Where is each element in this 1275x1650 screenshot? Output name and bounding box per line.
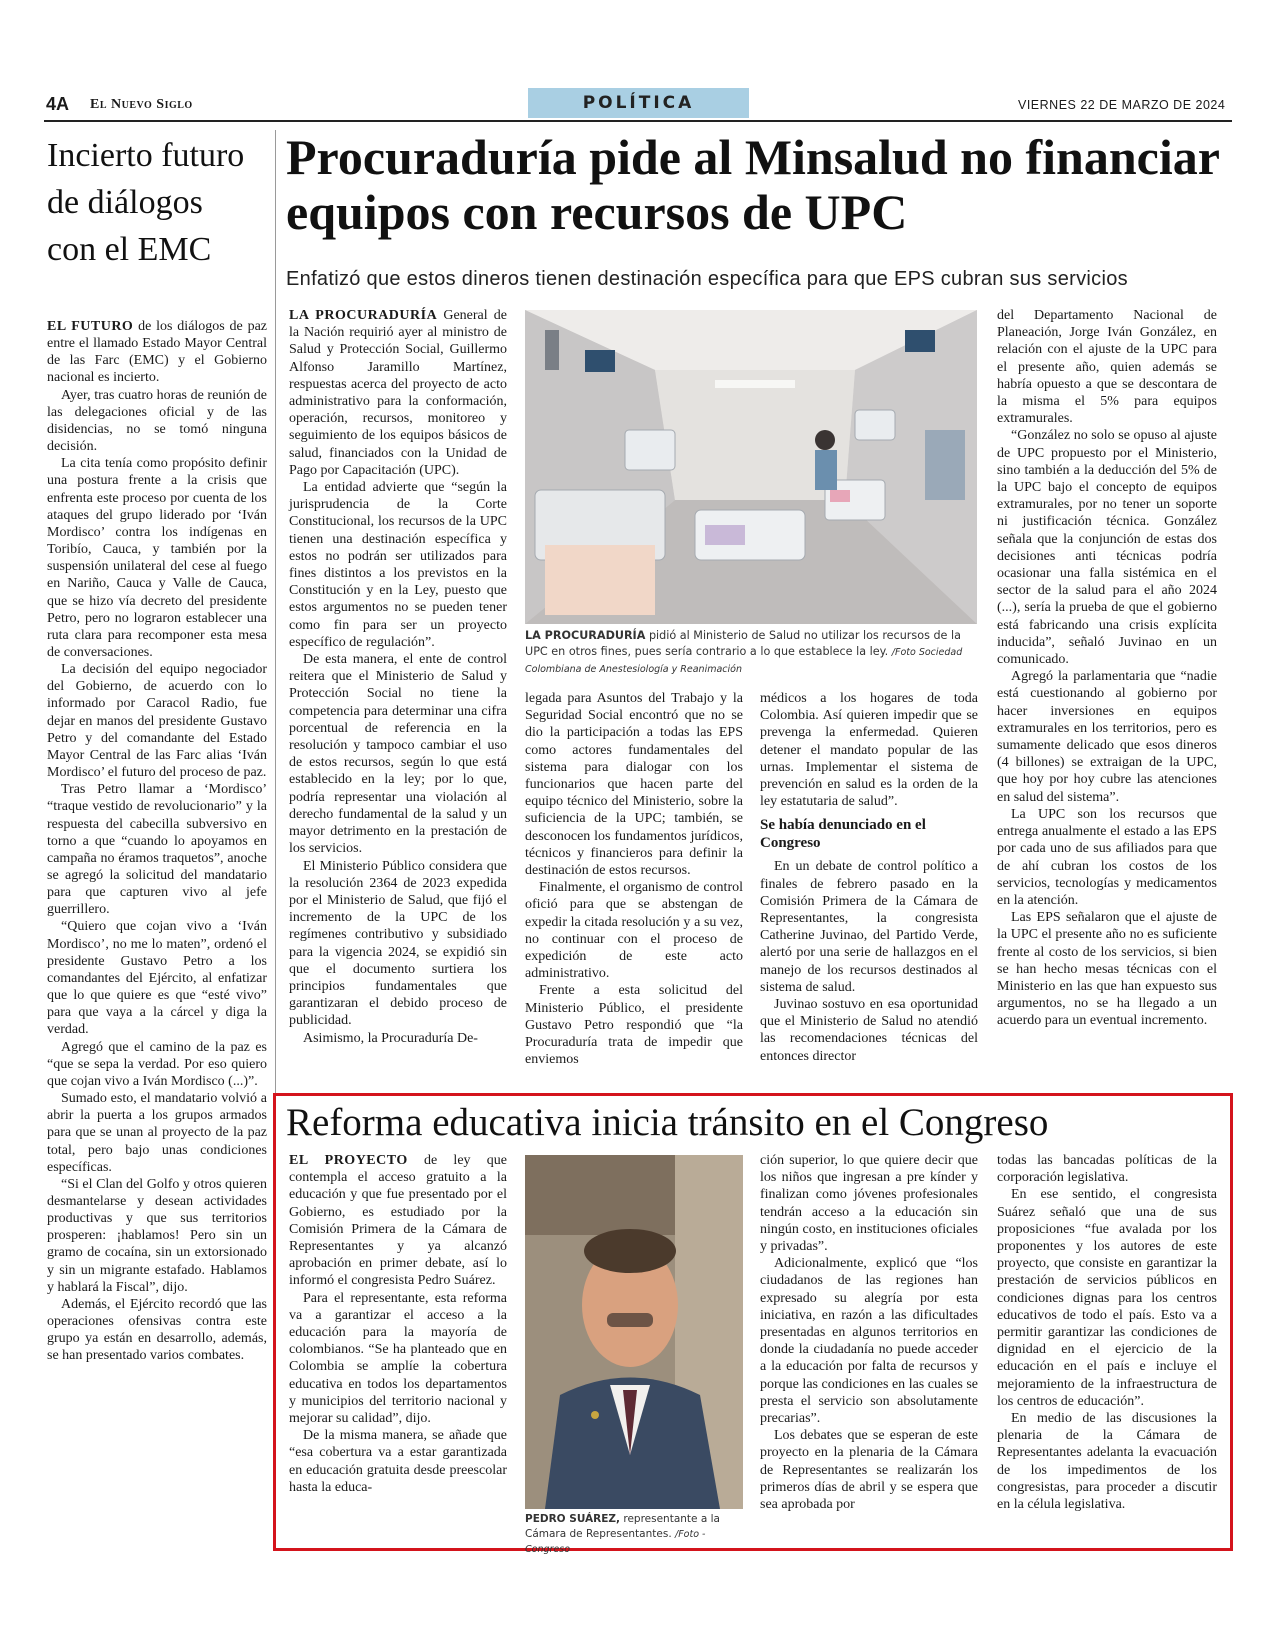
portrait-photo: [525, 1155, 743, 1509]
header-rule: [44, 120, 1232, 122]
main-paragraph: Juvinao sostuvo en esa oportunidad que el Ministerio de Salud no atendió las recomendaciones técnicas del entonces director: [760, 997, 978, 1064]
main-paragraph: El Ministerio Público considera que la resolución 2364 de 2023 expedida por el Ministerio de Salud, que fijó el incremento de la UPC de los regímenes contributivo y subsidiado para la vigencia 2024, se expidió sin que el documento surtiera los principios fundamentales que garantizaran el debido proceso de publicidad.: [289, 858, 507, 1029]
main-paragraph: La entidad advierte que “según la jurisprudencia de la Corte Constitucional, los recursos de la UPC tienen una destinación específica y estos no podrán ser utilizados para fines distintos a los previstos en la Constitución y en la Ley, puesto que estos argumentos no se pueden tener como fin para ser un proyecto específico de regulación”.: [289, 480, 507, 650]
main-paragraph-text: General de la Nación requirió ayer al ministro de Salud y Protección Social, Guillermo Alfonso Jaramillo Martínez, respuestas acerca del proyecto de acto administrativo para la conformación, operación, recursos, monitoreo y seguimiento de los equipos básicos de salud, financiados con la Unidad de Pago por Capacitación (UPC).: [289, 308, 507, 478]
boxed-column-1: [289, 1152, 507, 1496]
side-lead: EL FUTURO: [47, 319, 134, 334]
main-paragraph: Finalmente, el organismo de control ofició para que se abstengan de expedir la citada resolución y a su vez, no continuar con el proceso de expedición de este acto administrativo.: [525, 880, 743, 982]
main-paragraph: Agregó la parlamentaria que “nadie está cuestionando al gobierno por hacer inversiones en equipos extramurales en los territorios, pero es sumamente delicado que esos dineros (4 billones) se extraigan de la UPC, que hoy por hoy cubre las atenciones en salud del sistema”.: [997, 669, 1217, 805]
boxed-paragraph-text: de ley que contempla el acceso gratuito a la educación y que fue presentado por el Gobierno, es estudiado por la Comisión Primera de la Cámara de Representantes y ya alcanzó aprobación en primer debate, así lo informó el congresista Pedro Suárez.: [289, 1153, 507, 1289]
boxed-paragraph: Adicionalmente, explicó que “los ciudadanos de las regiones han expresado su alegría por esta iniciativa, en razón a las dificultades presentadas en algunos territorios en donde la ciudadanía no puede acceder a la educación por falta de recursos y porque las condiciones en las cuales se presta el servicio son absolutamente precarias”.: [760, 1256, 978, 1427]
main-paragraph: legada para Asuntos del Trabajo y la Seguridad Social encontró que no se dio la participación a todas las EPS como actores fundamentales del sistema para dialogar con los funcionarios que hacen parte del equipo técnico del Ministerio, sobre la suficiencia de la UPC; también, se desconocen los fundamentos jurídicos, técnicos y financieros para definir la destinación de estos recursos.: [525, 691, 743, 879]
caption-lead: LA PROCURADURÍA: [525, 629, 646, 642]
side-paragraph: Ayer, tras cuatro horas de reunión de las delegaciones oficial y de las disidencias, no se tomó ninguna decisión.: [47, 387, 267, 455]
page-date: VIERNES 22 DE MARZO DE 2024: [1018, 98, 1226, 112]
boxed-paragraph: todas las bancadas políticas de la corporación legislativa.: [997, 1153, 1217, 1186]
boxed-column-3: [997, 1152, 1217, 1513]
main-column-2: [525, 690, 743, 1068]
side-headline: Incierto futuro de diálogos con el EMC: [47, 137, 245, 268]
main-paragraph: médicos a los hogares de toda Colombia. Así quieren impedir que se prevenga la enfermedad. Quieren detener el mandato popular de las urnas. Implementar el sistema de prevención en salud es la orden de la ley estatutaria de salud”.: [760, 691, 978, 810]
side-paragraph: Además, el Ejército recordó que las operaciones ofensivas contra este grupo ya están en desarrollo, además, se han presentado varios combates.: [47, 1296, 267, 1364]
neonatal-ward-photo: [525, 310, 977, 624]
boxed-paragraph: En medio de las discusiones la plenaria de la Cámara de Representantes adelanta la evacuación de los impedimentos de los congresistas, para proceder a discutir en la célula legislativa.: [997, 1411, 1217, 1513]
main-paragraph: De esta manera, el ente de control reitera que el Ministerio de Salud y Protección Social no tiene la competencia para determinar una cifra porcentual de referencia en la resolución y tampoco cambiar el uso de estos recursos, según lo que está establecido en la ley; por lo que, podría representar una violación al derecho fundamental de la salud y un mayor detrimento en la prestación de los servicios.: [289, 652, 507, 857]
main-subheadline: Enfatizó que estos dineros tienen destinación específica para que EPS cubran sus servicios: [286, 268, 1128, 290]
main-paragraph: Frente a esta solicitud del Ministerio Público, el presidente Gustavo Petro respondió que “la Procuraduría trata de impedir que enviemos: [525, 983, 743, 1068]
boxed-paragraph: [289, 1152, 507, 1290]
photo-caption: [525, 628, 977, 678]
side-paragraph: La decisión del equipo negociador del Gobierno, de acuerdo con lo informado por Caracol Radio, fue dejar en manos del presidente Gustavo Petro y del comandante del Estado Mayor Central de las Farc alias ‘Iván Mordisco’ el futuro del proceso de paz.: [47, 662, 267, 781]
main-column-3: [760, 690, 978, 1065]
main-subhead: Se había denunciado en el Congreso: [760, 817, 926, 852]
main-paragraph: “González no solo se opuso al ajuste de UPC propuesto por el Ministerio, sino también a la deducción del 5% de la UPC bajo el concepto de equipos extramurales, por no tener un soporte ni justificación técnica. González señala que la conjunción de estas dos decisiones anti técnicas podría ocasionar una falla sistémica en el sector de la salud para el año 2024 (...), sería la prueba de que el gobierno está fabricando una crisis explícita inducida”, señaló Juvinao en un comunicado.: [997, 428, 1217, 668]
main-column-1: [289, 307, 507, 1047]
caption-text: representante a la Cámara de Representantes.: [525, 1513, 720, 1540]
main-paragraph: En un debate de control político a finales de febrero pasado en la Comisión Primera de la Cámara de Representantes, la congresista Catherine Juvinao, del Partido Verde, alertó por una serie de hallazgos en el manejo de los recursos destinados al sistema de salud.: [760, 859, 978, 995]
side-paragraph: Tras Petro llamar a ‘Mordisco’ “traque vestido de revolucionario” y la respuesta del cabecilla subversivo en torno a que “cuando lo apoyamos en campaña no éramos traquetos”, anoche se agregó la solicitud del mandatario para que capturen vivo al jefe guerrillero.: [47, 782, 267, 918]
main-paragraph: La UPC son los recursos que entrega anualmente el estado a las EPS por cada uno de sus afiliados para que de ahí cubran los costos de los servicios, tecnologías y medicamentos en la atención.: [997, 806, 1217, 908]
boxed-lead: EL PROYECTO: [289, 1153, 408, 1168]
boxed-column-2: [760, 1152, 978, 1513]
boxed-paragraph: En ese sentido, el congresista Suárez señaló que una de sus proposiciones “fue avalada por los proponentes y los autores de este proyecto, que consiste en garantizar la prestación de servicios públicos en condiciones dignas para los centros educativos de todo el país. Esto va a permitir garantizar las condiciones de dignidad en el ejercicio de la educación en el país e incluye el mejoramiento de la infraestructura de los centros de educación”.: [997, 1187, 1217, 1409]
caption-lead: PEDRO SUÁREZ,: [525, 1513, 621, 1525]
main-paragraph: Las EPS señalaron que el ajuste de la UPC el presente año no es suficiente frente al costo de los servicios, si bien se han hecho mesas técnicas con el Ministerio en las que han expuesto sus argumentos, no se ha llegado a un acuerdo para un eventual incremento.: [997, 910, 1217, 1029]
boxed-headline: Reforma educativa inicia tránsito en el Congreso: [286, 1101, 1049, 1144]
side-paragraph: Sumado esto, el mandatario volvió a abrir la puerta a los grupos armados para que se unan al proyecto de la paz total, pero bajo unas condiciones específicas.: [47, 1091, 267, 1175]
side-paragraph: “Si el Clan del Golfo y otros quieren desmantelarse y desean actividades productivas y que sus territorios prosperen: ¡hablamos! Pero sin un gramo de cocaína, sin un extorsionado y sin un migrante estafado. Hablamos y hablará la Fiscal”, dijo.: [47, 1176, 267, 1295]
boxed-paragraph: Los debates que se esperan de este proyecto en la plenaria de la Cámara de Representantes se realizarán los primeros días de abril y se espera que sea aprobada por: [760, 1428, 978, 1513]
main-paragraph: [289, 307, 507, 479]
main-paragraph: Asimismo, la Procuraduría De-: [303, 1030, 478, 1046]
page-number: 4A: [46, 94, 70, 114]
side-article-body: [47, 318, 267, 1365]
side-paragraph-text: de los diálogos de paz entre el llamado Estado Mayor Central de las Farc (EMC) y el Gobierno nacional es incierto.: [47, 319, 267, 386]
caption-credit: /Foto Sociedad Colombiana de Anestesiología y Reanimación: [525, 647, 963, 675]
main-lead: LA PROCURADURÍA: [289, 308, 438, 323]
boxed-paragraph: De la misma manera, se añade que “esa cobertura va a estar garantizada en educación gratuita desde preescolar hasta la educa-: [289, 1428, 507, 1495]
side-paragraph: La cita tenía como propósito definir una postura frente a la crisis que enfrenta este proceso por cuenta de los ataques del grupo liderado por ‘Iván Mordisco’ contra los indígenas en Toribío, Cauca, y también por la suspensión unilateral del cese al fuego en Nariño, Cauca y Valle de Cauca, que se hizo vía decreto del presidente Petro, pero no lograron establecer una ruta clara para recomponer esta mesa de conversaciones.: [47, 456, 267, 660]
newspaper-brand: El Nuevo Siglo: [90, 97, 193, 112]
caption-credit: /Foto - Congreso: [525, 1529, 706, 1555]
side-paragraph: “Quiero que cojan vivo a ‘Iván Mordisco’, no me lo maten”, ordenó el presidente Gustavo Petro a los comandantes del Ejército, al enfatizar que lo que quiere es que “esté vivo” para que vaya a la cárcel y diga la verdad.: [47, 919, 267, 1038]
side-paragraph: [47, 318, 267, 387]
main-headline: Procuraduría pide al Minsalud no financiar equipos con recursos de UPC: [286, 129, 1220, 240]
boxed-paragraph: ción superior, lo que quiere decir que los niños que ingresan a pre kínder y finalizan como jóvenes profesionales tendrán acceso a la educación sin ningún costo, en instituciones oficiales y privadas”.: [760, 1153, 978, 1255]
section-tag: POLÍTICA: [528, 88, 749, 118]
boxed-paragraph: Para el representante, esta reforma va a garantizar el acceso a la educación para la mayoría de colombianos. “Se ha planteado que en Colombia se amplíe la cobertura educativa en todos los departamentos y municipios del territorio nacional y mejorar su calidad”, dijo.: [289, 1290, 507, 1427]
portrait-caption: [525, 1512, 743, 1557]
main-column-4: [997, 307, 1217, 1030]
caption-text: pidió al Ministerio de Salud no utilizar los recursos de la UPC en otros fines, pues sería contrario a lo que establece la ley.: [525, 629, 961, 658]
side-paragraph: Agregó que el camino de la paz es “que se sepa la verdad. Por eso quiero que cojan vivo a Iván Mordisco (...)”.: [47, 1039, 267, 1089]
main-paragraph: del Departamento Nacional de Planeación, Jorge Iván González, en relación con el ajuste de la UPC para el presente año, quien además se habría opuesto a que se descontara de la misma el 5% para equipos extramurales.: [997, 308, 1217, 427]
